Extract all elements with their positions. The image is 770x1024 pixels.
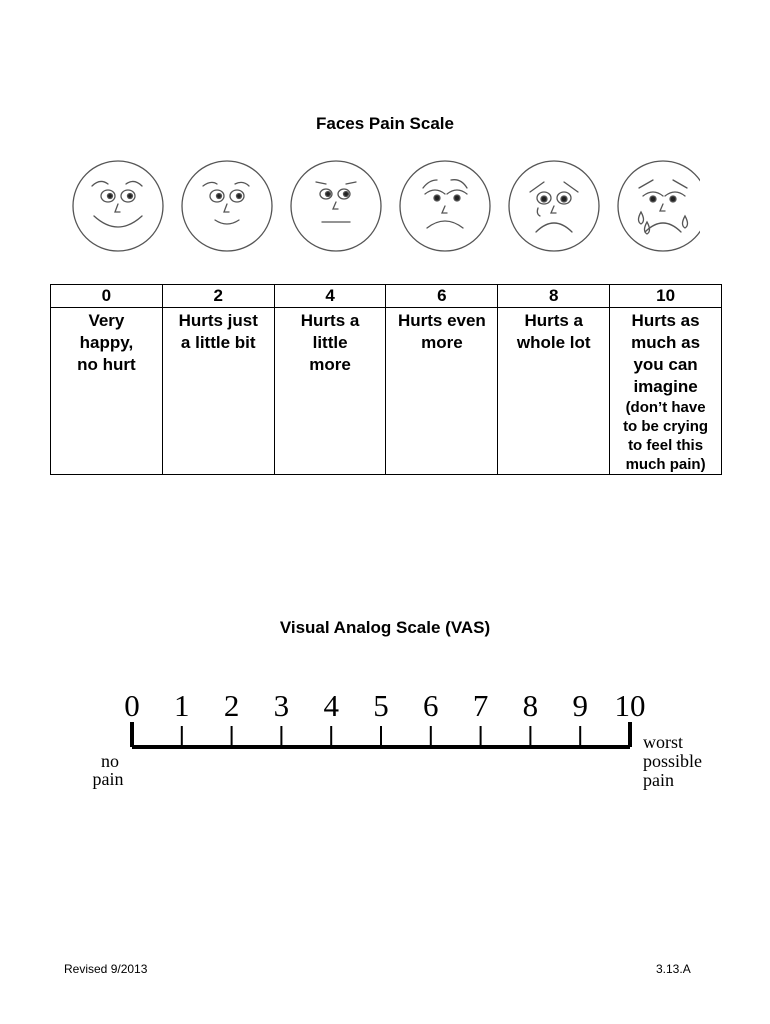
description-note-line: to feel this bbox=[628, 437, 704, 454]
description-line: a little bit bbox=[180, 333, 256, 352]
face-4-hurts-little-more-icon bbox=[291, 161, 381, 251]
faces-illustrations bbox=[60, 152, 700, 260]
vas-number-label: 1 bbox=[174, 688, 190, 723]
vas-title: Visual Analog Scale (VAS) bbox=[279, 618, 491, 637]
description-line: Hurts a bbox=[524, 311, 584, 330]
score-cell: 10 bbox=[610, 285, 722, 308]
vas-number-label: 2 bbox=[223, 688, 240, 723]
face-10-hurts-worst-icon bbox=[618, 161, 700, 251]
description-note-line: to be crying bbox=[623, 418, 709, 435]
vas-number-label: 8 bbox=[522, 688, 539, 723]
description-line: more bbox=[421, 333, 463, 352]
description-line: whole lot bbox=[516, 333, 591, 352]
vas-right-anchor-line: possible bbox=[643, 751, 703, 771]
vas-number-label: 5 bbox=[373, 688, 389, 723]
face-8-hurts-whole-lot-icon bbox=[509, 161, 599, 251]
vas-number-label: 6 bbox=[423, 688, 439, 723]
vas-number-label: 3 bbox=[273, 688, 290, 723]
vas-right-anchor-line: pain bbox=[643, 770, 674, 790]
description-note-line: much pain) bbox=[625, 456, 706, 473]
vas-number-label: 0 bbox=[124, 688, 140, 723]
score-cell: 8 bbox=[498, 285, 610, 308]
vas-left-anchor-line: pain bbox=[92, 769, 124, 789]
description-line: imagine bbox=[633, 377, 698, 396]
face-2-hurts-little-bit-icon bbox=[182, 161, 272, 251]
description-line: no hurt bbox=[77, 355, 136, 374]
description-line: more bbox=[309, 355, 351, 374]
description-cell bbox=[386, 308, 498, 475]
vas-left-anchor-line: no bbox=[101, 751, 119, 771]
face-0-very-happy-icon bbox=[73, 161, 163, 251]
visual-analog-scale bbox=[80, 680, 720, 800]
description-cell bbox=[162, 308, 274, 475]
faces-pain-table bbox=[50, 284, 722, 475]
description-line: much as bbox=[631, 333, 701, 352]
faces-pain-scale-title: Faces Pain Scale bbox=[316, 114, 454, 133]
face-6-hurts-even-more-icon bbox=[400, 161, 490, 251]
form-number: 3.13.A bbox=[656, 962, 691, 976]
vas-number-label: 9 bbox=[572, 688, 588, 723]
description-line: you can bbox=[633, 355, 698, 374]
description-row bbox=[51, 308, 722, 475]
score-cell: 2 bbox=[162, 285, 274, 308]
description-cell bbox=[498, 308, 610, 475]
vas-number-label: 7 bbox=[472, 688, 489, 723]
score-cell: 4 bbox=[274, 285, 386, 308]
description-line: happy, bbox=[79, 333, 134, 352]
score-cell: 0 bbox=[51, 285, 163, 308]
description-line: Hurts a bbox=[300, 311, 360, 330]
description-cell bbox=[610, 308, 722, 475]
description-line: Hurts even bbox=[397, 311, 486, 330]
vas-number-label: 4 bbox=[323, 688, 339, 723]
score-row bbox=[51, 285, 722, 308]
description-cell bbox=[274, 308, 386, 475]
description-cell bbox=[51, 308, 163, 475]
description-line: Very bbox=[88, 311, 125, 330]
vas-right-anchor-line: worst bbox=[643, 732, 683, 752]
description-line: little bbox=[312, 333, 348, 352]
revision-date: Revised 9/2013 bbox=[64, 962, 148, 976]
description-note-line: (don’t have bbox=[625, 399, 706, 416]
vas-number-label: 10 bbox=[614, 688, 646, 723]
description-line: Hurts as bbox=[631, 311, 700, 330]
description-line: Hurts just bbox=[178, 311, 258, 330]
score-cell: 6 bbox=[386, 285, 498, 308]
